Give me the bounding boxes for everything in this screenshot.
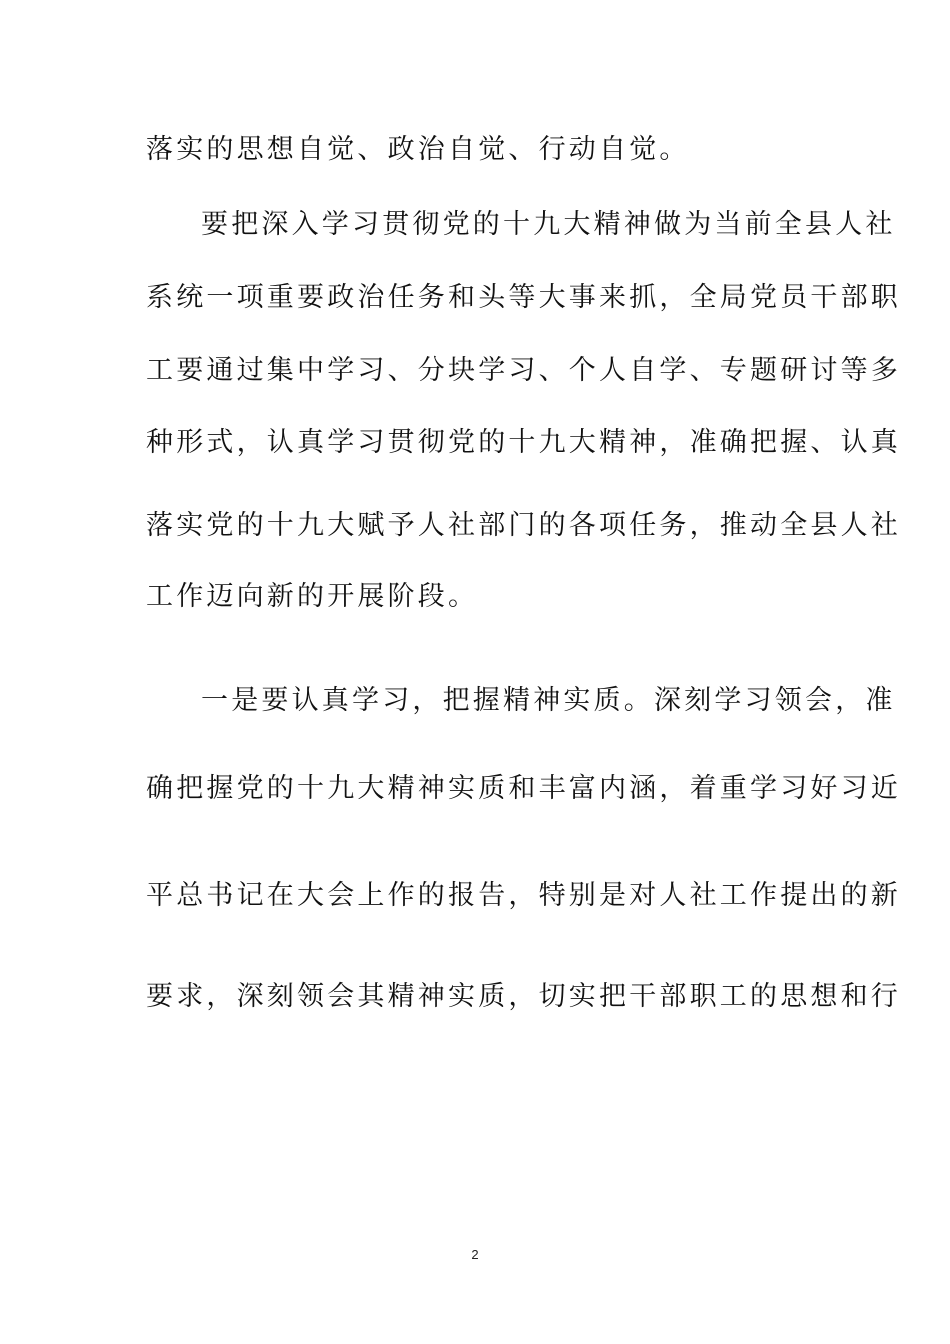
text-line: 落实党的十九大赋予人社部门的各项任务，推动全县人社 — [146, 510, 901, 541]
page-number: 2 — [471, 1247, 479, 1262]
paragraph-first-line: 一是要认真学习，把握精神实质。深刻学习领会，准 — [201, 685, 896, 716]
text-line: 系统一项重要政治任务和头等大事来抓，全局党员干部职 — [146, 282, 901, 313]
text-line: 要求，深刻领会其精神实质，切实把干部职工的思想和行 — [146, 981, 901, 1012]
paragraph-first-line: 要把深入学习贯彻党的十九大精神做为当前全县人社 — [201, 209, 896, 240]
text-line: 平总书记在大会上作的报告，特别是对人社工作提出的新 — [146, 880, 901, 911]
text-line: 确把握党的十九大精神实质和丰富内涵，着重学习好习近 — [146, 773, 901, 804]
text-line: 落实的思想自觉、政治自觉、行动自觉。 — [146, 134, 690, 165]
text-line: 种形式，认真学习贯彻党的十九大精神，准确把握、认真 — [146, 427, 901, 458]
text-line: 工作迈向新的开展阶段。 — [146, 581, 479, 612]
text-line: 工要通过集中学习、分块学习、个人自学、专题研讨等多 — [146, 355, 901, 386]
